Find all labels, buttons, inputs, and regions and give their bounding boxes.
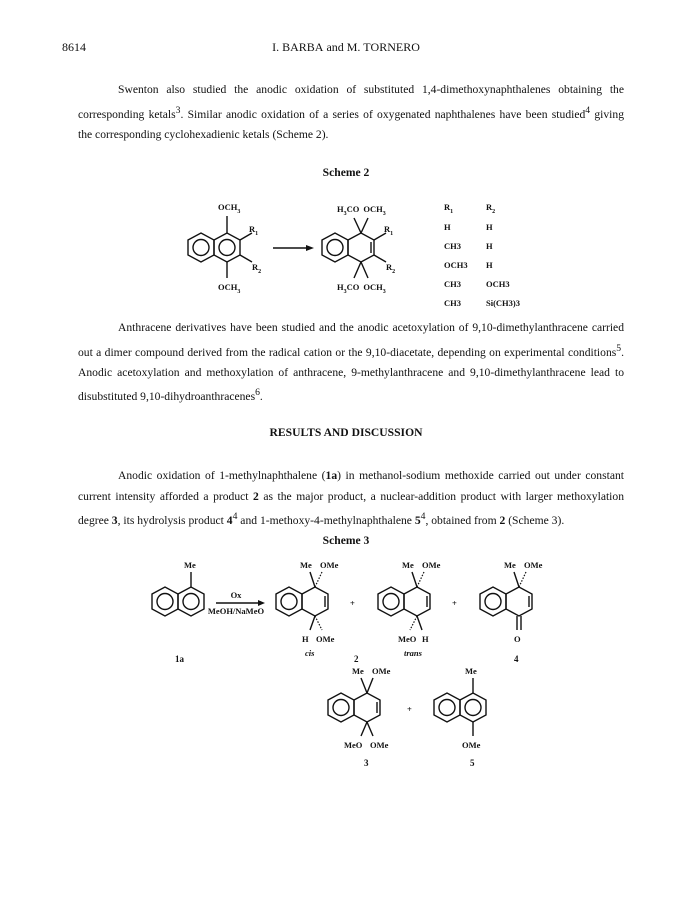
label-o-4: O [514, 634, 521, 644]
substituent-cell: OCH3 [486, 279, 510, 289]
paragraph-1: Swenton also studied the anodic oxidation of substituted 1,4-dimethoxynaphthalenes obtaining the corresponding ketals$^3$. Similar anodic oxidation of a series of oxygenated naphthalenes have been studied$^4$ giving the corresponding cyclohexadienic ketals (Scheme 2). [78, 83, 624, 141]
label-r1: $R_1$ [249, 224, 259, 237]
table-header-r2: $R_2$ [486, 202, 496, 215]
substituent-cell: H [486, 260, 493, 270]
label-ome-3: OMe [372, 666, 391, 676]
compound-2: 2 [354, 654, 359, 664]
label-och3-top: $OCH_3$ [218, 202, 241, 215]
label-me-4: Me [504, 560, 516, 570]
label-meo-2trans: MeO [398, 634, 417, 644]
scheme-2-figure [0, 188, 692, 318]
label-h3co-och3-top: $H_3CO$ $OCH_3$ [337, 204, 386, 217]
plus-1: + [350, 598, 355, 608]
scheme-3-title: Scheme 3 [322, 534, 370, 547]
label-ome-4: OMe [524, 560, 543, 570]
label-cis: cis [305, 648, 315, 658]
compound-5: 5 [470, 758, 475, 768]
compound-1a: 1a [175, 654, 184, 664]
label-r2: $R_2$ [252, 262, 262, 275]
label-h-2trans: H [422, 634, 429, 644]
plus-3: + [407, 704, 412, 714]
label-product-r1: $R_1$ [384, 224, 394, 237]
label-trans: trans [404, 648, 422, 658]
arrow-label-conditions: MeOH/NaMeO [207, 606, 265, 616]
label-me-5: Me [465, 666, 477, 676]
label-ome-2trans: OMe [422, 560, 441, 570]
label-och3-bottom: $OCH_3$ [218, 282, 241, 295]
label-h-2cis: H [302, 634, 309, 644]
paragraph-2: Anthracene derivatives have been studied and the anodic acetoxylation of 9,10-dimethylanthracene carried out a dimer compound derived from the radical cation or the 9,10-diacetate, depending on experimental conditions$^5$. Anodic acetoxylation and methoxylation of anthracene, 9-methylanthracene and 9,10-dimethylanthracene lead to disubstituted 9,10-dihydroanthracenes$^6$. [78, 321, 624, 404]
compound-4: 4 [514, 654, 519, 664]
substituent-cell: H [444, 222, 451, 232]
substituent-cell: CH3 [444, 241, 461, 251]
label-me-2trans: Me [402, 560, 414, 570]
substituent-cell: Si(CH3)3 [486, 298, 520, 308]
table-header-r1: $R_1$ [444, 202, 454, 215]
page-number: 8614 [62, 40, 86, 54]
label-me-3: Me [352, 666, 364, 676]
label-me-1a: Me [184, 560, 196, 570]
section-heading: RESULTS AND DISCUSSION [269, 426, 423, 439]
plus-2: + [452, 598, 457, 608]
substituent-cell: H [486, 241, 493, 251]
label-product-r2: $R_2$ [386, 262, 396, 275]
label-h3co-och3-bottom: $H_3CO$ $OCH_3$ [337, 282, 386, 295]
substituent-cell: H [486, 222, 493, 232]
scheme-3-figure [0, 552, 692, 868]
label-ome-3-b: OMe [370, 740, 389, 750]
running-header: I. BARBA and M. TORNERO [272, 40, 420, 54]
substituent-cell: CH3 [444, 298, 461, 308]
paragraph-3: Anodic oxidation of 1-methylnaphthalene (1a) in methanol-sodium methoxide carried out under constant current intensity afforded a product 2 as the major product, a nuclear-addition product with larger methoxylation degree 3, its hydrolysis product $4^4$ and 1-methoxy-4-methylnaphthalene $5^4$, obtained from 2 (Scheme 3). [78, 469, 625, 527]
substituent-cell: CH3 [444, 279, 461, 289]
compound-3: 3 [364, 758, 369, 768]
substituent-cell: OCH3 [444, 260, 468, 270]
label-meo-3: MeO [344, 740, 363, 750]
label-ome-5: OMe [462, 740, 481, 750]
label-me-2cis: Me [300, 560, 312, 570]
label-ome-2cis-b: OMe [316, 634, 335, 644]
label-ome-2cis: OMe [320, 560, 339, 570]
scheme-2-title: Scheme 2 [322, 166, 370, 179]
arrow-label-ox: Ox [230, 590, 242, 600]
